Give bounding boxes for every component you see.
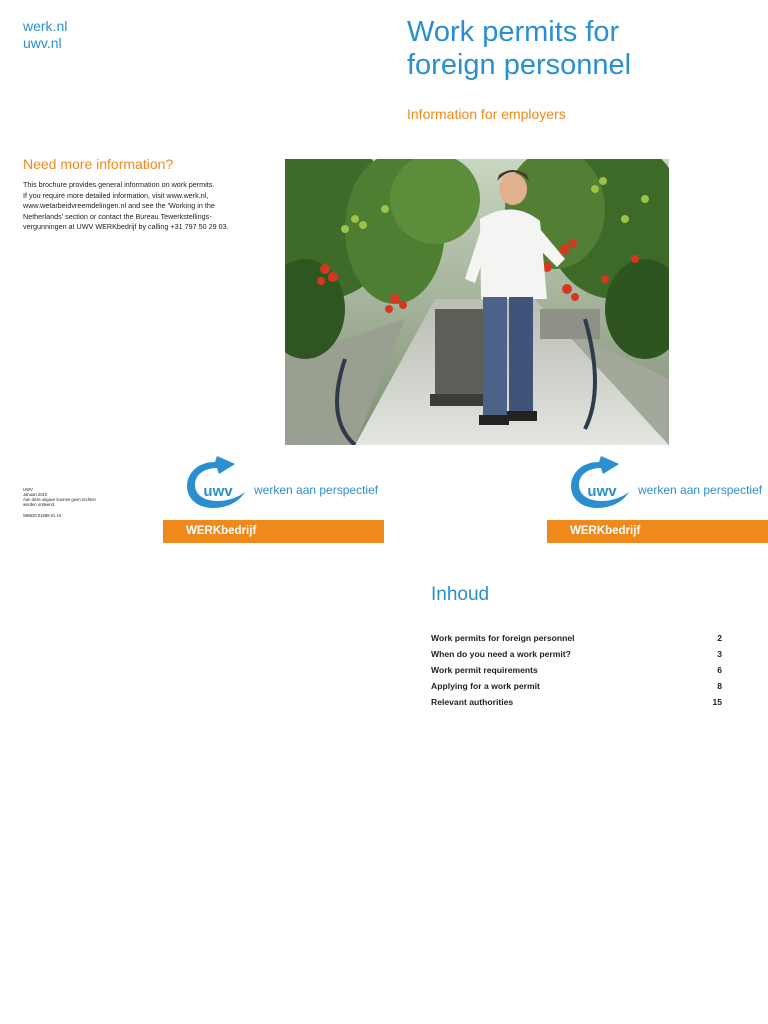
title-line-2: foreign personnel <box>407 49 632 81</box>
werkbedrijf-bar-left: WERKbedrijf <box>163 520 384 543</box>
page-subtitle: Information for employers <box>407 106 566 122</box>
page-title <box>407 16 737 82</box>
need-more-text <box>23 180 265 233</box>
werkbedrijf-bar-right: WERKbedrijf <box>547 520 768 543</box>
tagline-right: werken aan perspectief <box>638 483 763 497</box>
table-of-contents <box>431 632 722 712</box>
blurb-line: www.wetarbeidvreemdelingen.nl and see the 'Working in the <box>23 201 215 211</box>
toc-item-page: 3 <box>717 649 722 659</box>
blurb-line: Netherlands' section or contact the Bureau Tewerkstellings- <box>23 211 212 221</box>
blurb-line: This brochure provides general information on work permits. <box>23 180 215 189</box>
tagline-left: werken aan perspectief <box>254 483 379 497</box>
toc-item-page: 6 <box>717 665 722 675</box>
uwv-logo-left <box>185 456 249 515</box>
toc-item-title: Relevant authorities <box>431 697 514 707</box>
colophon-line: Januari 2010 <box>23 492 48 497</box>
toc-item-page: 8 <box>717 681 722 691</box>
toc-item-page: 15 <box>712 697 722 707</box>
colophon-line: Aan deze uitgave kunnen geen rechten <box>23 497 96 502</box>
colophon-code: WB520 01688 01 10 <box>23 513 62 518</box>
toc-item[interactable] <box>431 648 722 664</box>
toc-item[interactable] <box>431 696 722 712</box>
toc-item-title: When do you need a work permit? <box>431 649 571 659</box>
toc-item-title: Work permits for foreign personnel <box>431 633 575 643</box>
logo-mark-text: uwv <box>203 483 233 500</box>
toc-heading: Inhoud <box>431 584 490 605</box>
toc-item-title: Work permit requirements <box>431 665 538 675</box>
blurb-line: If you require more detailed information, visit www.werk.nl, <box>23 190 209 200</box>
colophon <box>23 487 133 518</box>
greenhouse-photo <box>285 159 669 445</box>
toc-item-page: 2 <box>717 633 722 643</box>
colophon-line: UWV <box>23 487 33 492</box>
toc-item[interactable] <box>431 632 722 648</box>
link-werk[interactable]: werk.nl <box>23 18 68 34</box>
website-links <box>23 18 67 52</box>
greenhouse-illustration <box>285 159 669 445</box>
blurb-line: vergunningen at UWV WERKbedrijf by calling +31 797 50 29 03. <box>23 222 229 232</box>
title-line-1: Work permits for <box>407 16 620 48</box>
toc-item-title: Applying for a work permit <box>431 681 540 691</box>
colophon-line: worden ontleend. <box>23 502 56 507</box>
uwv-swoosh-icon <box>185 456 249 510</box>
need-more-heading: Need more information? <box>23 156 174 172</box>
logo-mark-text: uwv <box>587 483 617 500</box>
uwv-swoosh-icon <box>569 456 633 510</box>
uwv-logo-right <box>569 456 633 515</box>
link-uwv[interactable]: uwv.nl <box>23 35 62 51</box>
toc-item[interactable] <box>431 664 722 680</box>
toc-item[interactable] <box>431 680 722 696</box>
